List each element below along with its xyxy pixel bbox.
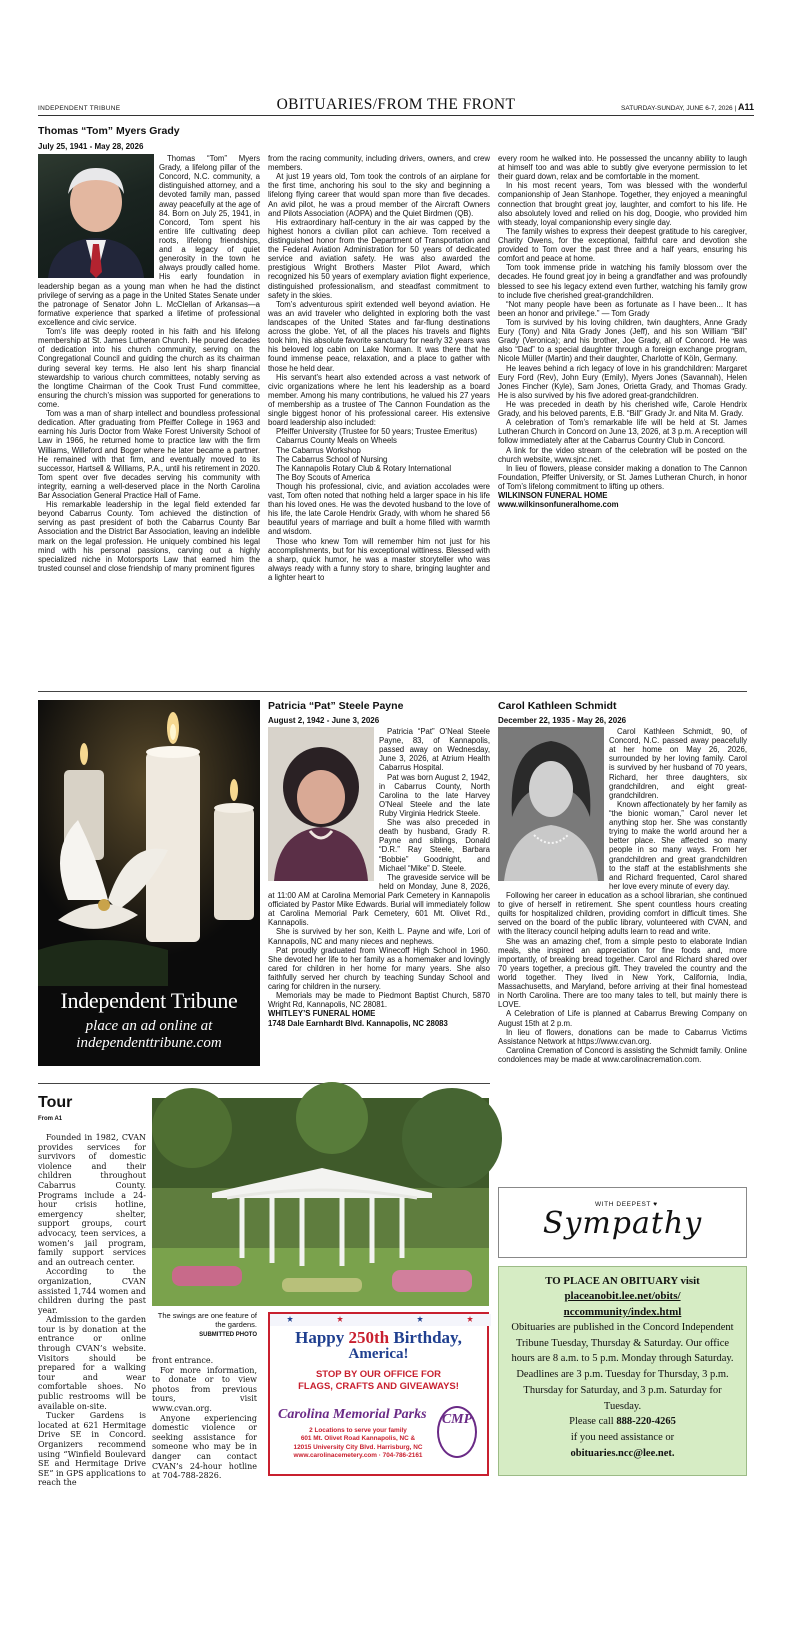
newspaper-name: INDEPENDENT TRIBUNE <box>38 105 121 112</box>
garden-photo <box>152 1098 489 1306</box>
sympathy-banner <box>498 1187 747 1258</box>
paragraph: Tom was a man of sharp intellect and boundless professional dedication. After graduating from Pfeiffer College in 1963 and earning his Juris Doctor from Wake Forest University School of Law in 1966, he returned home to practice law with the firm Williams, Willeford and Boger where he later became a partner. He remained with that firm, and eventually moved to its successor, Hartsell & Williams, P.A., until his retirement in 2020. Tom spent over five decades serving his community with integrity, earning a well-deserved place in the North Carolina Bar Association General Practice Hall of Fame. <box>38 409 260 501</box>
paragraph: Known affectionately by her family as “the bionic woman,” Carol never let anything stop her. She was constantly trying to make the world around her a better place. She affected so many people in so many ways. From her grandchildren and great grandchildren to the staff at the establishments she and Richard frequented, Carol shared her love every minute of every day. <box>609 799 747 891</box>
paragraph: “Not many people have been as fortunate as I have been... It has been an honor and privilege.” — Tom Grady <box>498 299 747 318</box>
paragraph: Tom took immense pride in watching his family blossom over the decades. He found great joy in being a grandfather and was profoundly blessed to see his legacy extend even further, watching his family grow to include five cherished great-grandchildren. <box>498 263 747 300</box>
paragraph: Patricia “Pat” O’Neal Steele Payne, 83, of Kannapolis, passed away on Wednesday, June 3, 2026, at Atrium Health Cabarrus Hospital. <box>379 727 490 773</box>
cmp-logo-icon: CMP <box>437 1406 477 1458</box>
paragraph: Tom’s adventurous spirit extended well beyond aviation. He was an avid traveler who delighted in exploring both the vast landscapes of the United States and far-flung destinations across the globe. Yet, of all the places his travels and flights took him, his absolute favorite sanctuary for nearly 32 years was his beloved log cabin on Lake Norman. It was there that he found immense peace, relaxation, and a place to gather with those he held dear. <box>268 299 490 373</box>
portrait-photo-grady <box>38 154 154 278</box>
paragraph: He leaves behind a rich legacy of love in his grandchildren: Margaret Eury Ford (Rev), John Eury (Emily), Myers Jones (Savannah), Helen Jones Fincher (Kyle), Sam Jones, Orietta Grady, and Thomas Grady. He is also survived by his five adored great-grandchildren. <box>498 363 747 400</box>
paragraph: At just 19 years old, Tom took the controls of an airplane for the first time, anchoring his soul to the sky and beginning a lifelong flying career that would span more than five decades. An avid pilot, he was a proud member of the Aircraft Owners and Pilots Association (AOPA) and the Quiet Birdmen (QB). <box>268 172 490 218</box>
ad-locations: 2 Locations to serve your family 601 Mt. Olivet Road Kannapolis, NC & 12015 University City Blvd. Harrisburg, NC www.carolinacemetery.com · 704-786-2161 <box>293 1427 423 1459</box>
obituary-dates-payne: August 2, 1942 - June 3, 2026 <box>268 716 380 725</box>
paragraph: Thomas “Tom” Myers Grady, a lifelong pillar of the Concord, N.C. community, a distinguished attorney, and a devoted family man, passed away peacefully at the age of 84. Born on July 25, 1941, in Concord, Tom spent his entire life cultivating deep roots, lifelong friendships, and a legacy of quiet generosity in the town he always proudly called home. His early foundation in leadership began as a young man when he had the distinct privilege of serving as a page in the United States Senate under the patronage of Senator John L. McClellan of Arkansas—a formative experience that sparked a lifetime of professional excellence and civic service. <box>38 154 260 327</box>
obituary-column-grady-1 <box>38 154 260 642</box>
paragraph: Tom’s life was deeply rooted in his faith and his lifelong membership at St. James Lutheran Church. He poured decades of dedication into his church community, serving on the Congregational Council and guiding the church as its chairman during several key terms. He also lent his sharp financial stewardship to various church committees, notably serving as the longtime Chairman of the Cook Trust Fund committee, ensuring the church’s mission was supported for generations to come. <box>38 327 260 409</box>
ad-company-name: Carolina Memorial Parks <box>278 1407 427 1422</box>
list-item: The Cabarrus School of Nursing <box>276 454 388 464</box>
info-call: Please call 888-220-4265 <box>569 1416 676 1428</box>
paragraph: Tucker Gardens is located at 621 Hermitage Drive SE in Concord. Organizers recommend using “Winfield Boulevard SE and Hermitage Drive SE” in GPS applications to reach the <box>38 1411 146 1488</box>
info-title: TO PLACE AN OBITUARY visit <box>545 1275 700 1287</box>
paragraph: Pat proudly graduated from Winecoff High School in 1960. She devoted her life to her family as a homemaker and lovingly cared for children in her home for many years. She also faithfully served her church by teaching Sunday School and caring for children in the nursery. <box>268 945 490 992</box>
obituary-name-payne: Patricia “Pat” Steele Payne <box>268 700 404 712</box>
obituary-link[interactable]: placeanobit.lee.net/obits/ nccommunity/index.html <box>563 1290 682 1318</box>
funeral-home-name: WILKINSON FUNERAL HOME <box>498 491 608 501</box>
paragraph: The family wishes to express their deepest gratitude to his caregiver, Charity Owens, for the exceptional, faithful care and devotion she provided to Tom over the past three and a half years, ensuring his comfort and peace at home. <box>498 226 747 264</box>
paragraph: Memorials may be made to Piedmont Baptist Church, 5870 Wright Rd, Kannapolis, NC 28081. <box>268 991 490 1010</box>
paragraph: The graveside service will be held on Monday, June 8, 2026, at 11:00 AM at Carolina Memorial Park Cemetery in Kannapolis officiated by Pastor Mike Edwards. Burial will immediately follow at Carolina Memorial Park Cemetery, 601 Mt. Olivet Rd., Kannapolis. <box>268 872 490 928</box>
info-deadlines: Deadlines are 3 p.m. Tuesday for Thursday, 3 p.m. Thursday for Saturday, and 3 p.m. Saturday for Tuesday. <box>516 1369 729 1412</box>
obituary-info-box <box>498 1266 747 1476</box>
portrait-schmidt-icon <box>498 727 604 881</box>
page-header <box>38 96 754 116</box>
paragraph: Tom is survived by his loving children, twin daughters, Anne Grady Eury (Tony) and Nita Grady Jones (Jeff), and his son William “Bill” Grady (Veronica); and his brother, Joe Grady, all of Concord. He was also “Dad” to a special daughter through a foreign exchange program, Nicole Müller (Martin) and their daughter, Charlotte of Köln, Germany. <box>498 317 747 364</box>
info-hours: Obituaries are published in the Concord Independent Tribune Tuesday, Thursday & Saturday. Our office hours are 8 a.m. to 5 p.m. Monday through Saturday. <box>511 1321 734 1365</box>
phone-number[interactable]: 888-220-4265 <box>616 1416 676 1428</box>
list-item: Cabarrus County Meals on Wheels <box>276 436 397 446</box>
paragraph: Pfeiffer University (Trustee for 50 years; Trustee Emeritus) <box>276 427 478 437</box>
paragraph: A celebration of Tom’s remarkable life will be held at St. James Lutheran Church in Concord on June 13, 2026, at 3 p.m. A reception will follow immediately after at the Cabarrus Country Club in Concord. <box>498 418 747 446</box>
story-column-2 <box>152 1356 257 1481</box>
paragraph: every room he walked into. He possessed the uncanny ability to laugh at himself too and was able to subtly give everyone permission to let their guard down, relax and be comfortable in the moment. <box>498 154 747 182</box>
paragraph: Carolina Cremation of Concord is assisting the Schmidt family. Online condolences may be made at www.carolinacremation.com. <box>498 1045 747 1064</box>
garden-swings-image <box>152 1098 489 1306</box>
portrait-photo-schmidt <box>498 727 604 881</box>
paragraph: She was also preceded in death by husband, Grady R. Payne and siblings, Donald “D.R.” Ray Steele, Barbara “Bobbie” Goodnight, and Michael “Mike” D. Steele. <box>379 818 490 873</box>
paragraph: Though his professional, civic, and aviation accolades were vast, Tom often noted that nothing held a larger space in his life than his loved ones. He was the devoted husband to the love of his life, the late Carole Hendrix Grady, with whom he shared 56 beautiful years of marriage and built a home filled with warmth and wisdom. <box>268 481 490 537</box>
section-divider <box>38 691 747 692</box>
paragraph: She was an amazing chef, from a simple pesto to elaborate Indian meals, she inspired an appreciation for fine foods and, more importantly, of breaking bread together. Carol and Richard shared over 70 years together, a precious gift. They traveled the country and the world together. They lived in New York, California, India, Massachusetts, and Maryland, before arriving at their final homestead in North Carolina. There are too many tales to tell, but mainly there is LOVE. <box>498 936 747 1010</box>
list-item: The Kannapolis Rotary Club & Rotary International <box>276 463 452 473</box>
paragraph: Founded in 1982, CVAN provides services for survivors of domestic violence and their children throughout Cabarrus County. Programs include a 24-hour crisis hotline, emergency shelter, support groups, court advocacy, teen services, a women’s jail program, family support services and an outreach center. <box>38 1133 146 1267</box>
section-title: OBITUARIES/FROM THE FRONT <box>276 96 516 113</box>
funeral-home-link[interactable]: www.wilkinsonfuneralhome.com <box>498 500 619 510</box>
ad-callout: STOP BY OUR OFFICE FOR FLAGS, CRAFTS AND GIVEAWAYS! <box>298 1369 459 1392</box>
obituary-column-grady-2 <box>268 154 490 642</box>
paragraph: In lieu of flowers, please consider making a donation to The Cannon Foundation, Pfeiffer University, or St. James Lutheran Church, in honor of Tom’s lifelong commitment to lifting up others. <box>498 463 747 491</box>
paragraph: For more information, to donate or to view photos from previous tours, visit www.cvan.org. <box>152 1365 257 1413</box>
ad-place-online[interactable] <box>38 700 260 1066</box>
paragraph: front entrance. <box>152 1356 214 1365</box>
info-assistance: if you need assistance or <box>570 1432 675 1444</box>
sympathy-title: Sympathy <box>542 1206 703 1241</box>
portrait-photo-payne <box>268 727 374 881</box>
paragraph: According to the organization, CVAN assisted 1,744 women and children during the past year. <box>38 1267 146 1315</box>
sympathy-subtitle: WITH DEEPEST ♥ <box>595 1201 658 1208</box>
paragraph: His servant’s heart also extended across a vast network of civic organizations where he lent his leadership as a board member. Among his many contributions, he valued his 27 years of membership as a trustee of The Cannon Foundation as the single biggest honor of his professional career. His extensive board leadership also included: <box>268 372 490 428</box>
paragraph: Following her career in education as a school librarian, she continued to give of herself in retirement. She spent countless hours creating quilts for hospitalized children, providing comfort in difficult times. She served on the board of the public library, volunteered with CVAN, and with the literacy council helping adults learn to read and write. <box>498 890 747 937</box>
obituary-column-schmidt <box>498 727 747 1177</box>
photo-credit: SUBMITTED PHOTO <box>199 1332 257 1338</box>
list-item: The Cabarrus Workshop <box>276 445 361 455</box>
obituary-dates-grady: July 25, 1941 - May 28, 2026 <box>38 142 144 151</box>
ad-subtitle: place an ad online at independenttribune.com <box>38 1018 260 1051</box>
obituary-column-payne <box>268 727 490 1067</box>
story-column-1 <box>38 1133 146 1488</box>
paragraph: from the racing community, including drivers, owners, and crew members. <box>268 154 490 173</box>
paragraph: Pat was born August 2, 1942, in Cabarrus County, North Carolina to the late Harvey O’Neal Steele and the late Ruby Virginia Hedrick Steele. <box>379 772 490 818</box>
paragraph: She is survived by her son, Keith L. Payne and wife, Lori of Kannapolis, NC and many nieces and nephews. <box>268 927 490 946</box>
paragraph: Those who knew Tom will remember him not just for his accomplishments, but for his exceptional wittiness. Blessed with a sharp, quick humor, he was a master storyteller who was always ready with a funny story to share, bringing laughter and a lighter heart to <box>268 536 490 583</box>
ad-headline: Happy 250th Birthday, <box>295 1328 462 1347</box>
paragraph: In lieu of flowers, donations can be made to Cabarrus Victims Assistance Network at https://www.cvan.org. <box>498 1027 747 1046</box>
obituary-name-grady: Thomas “Tom” Myers Grady <box>38 125 180 137</box>
portrait-payne-icon <box>268 727 374 881</box>
portrait-grady-icon <box>38 154 154 278</box>
paragraph: He was preceded in death by his cherished wife, Carole Hendrix Grady, and his beloved parents, E.B. “Bill” Grady Jr. and Nita M. Grady. <box>498 399 747 419</box>
bunting-stars-icon <box>270 1314 491 1326</box>
story-jump-label: From A1 <box>38 1116 63 1122</box>
candles-lily-image <box>38 700 260 986</box>
paragraph: A link for the video stream of the celebration will be posted on the church website, www.sjnc.net. <box>498 445 747 464</box>
issue-date: SATURDAY-SUNDAY, JUNE 6-7, 2026 | A11 <box>621 102 754 112</box>
funeral-home-address: 1748 Dale Earnhardt Blvd. Kannapolis, NC 28083 <box>268 1018 448 1028</box>
paragraph: A Celebration of Life is planned at Cabarrus Brewing Company on August 15th at 2 p.m. <box>498 1009 747 1028</box>
email-link[interactable]: obituaries.ncc@lee.net. <box>570 1447 675 1459</box>
paragraph: His extraordinary half-century in the air was capped by the highest honors a civilian pilot can achieve. Tom received a distinguished honor from the Department of Transportation and the Federal Aviation Administration for 50 years of dedicated service and aviation safety. He was also awarded the prestigious Wright Brothers Master Pilot Award, which recognized his 50 years of exemplary aviation flight experience, distinguished professionalism, and steadfast commitment to safety in the skies. <box>268 217 490 300</box>
obituary-dates-schmidt: December 22, 1935 - May 26, 2026 <box>498 716 627 725</box>
ad-birthday-america[interactable] <box>268 1312 489 1476</box>
section-divider <box>38 1083 490 1084</box>
obituary-column-grady-3 <box>498 154 747 642</box>
paragraph: Anyone experiencing domestic violence or seeking assistance for someone who may be in danger can contact CVAN’s 24-hour hotline at 704-788-2826. <box>152 1413 257 1481</box>
paragraph: Admission to the garden tour is by donation at the entrance or online through CVAN’s website. Visitors should be prepared for a walking tour and wear comfortable shoes. No public restrooms will be available on-site. <box>38 1315 146 1411</box>
paragraph: Carol Kathleen Schmidt, 90, of Concord, N.C. passed away peacefully at her home on May 26, 2026, surrounded by her loving family. Carol is survived by her husband of 70 years, Richard, her three daughters, six grandchildren, and eight great-grandchildren. <box>609 727 747 800</box>
obituary-name-schmidt: Carol Kathleen Schmidt <box>498 700 617 712</box>
funeral-home-name: WHITLEY’S FUNERAL HOME <box>268 1009 376 1019</box>
ad-website-link[interactable]: independenttribune.com <box>76 1034 222 1051</box>
photo-caption: The swings are one feature of the gardens. <box>157 1311 257 1329</box>
page-number: A11 <box>737 102 754 112</box>
list-item: The Boy Scouts of America <box>276 472 371 482</box>
ad-title: Independent Tribune <box>60 988 238 1013</box>
story-headline: Tour <box>38 1094 73 1111</box>
paragraph: In his most recent years, Tom was blessed with the wonderful companionship of Jean Stanhope. Together, they enjoyed a meaningful connection that brought great joy, laughter, and comfort to his life. He also absolutely loved and relied on his dog, Doogie, who provided him with steady, loyal companionship every single day. <box>498 181 747 227</box>
ad-headline-2: America! <box>348 1346 409 1362</box>
paragraph: His remarkable leadership in the legal field extended far beyond Cabarrus County. Tom achieved the distinction of serving as past president of both the Cabarrus County Bar Association and the District Bar Association, leaving an indelible mark on the legal profession. He uniquely combined his legal mind with his personal passions, carving out a highly specialized niche in Motorsports Law that earned him the trusted counsel and close friendship of many prominent figures <box>38 500 260 573</box>
